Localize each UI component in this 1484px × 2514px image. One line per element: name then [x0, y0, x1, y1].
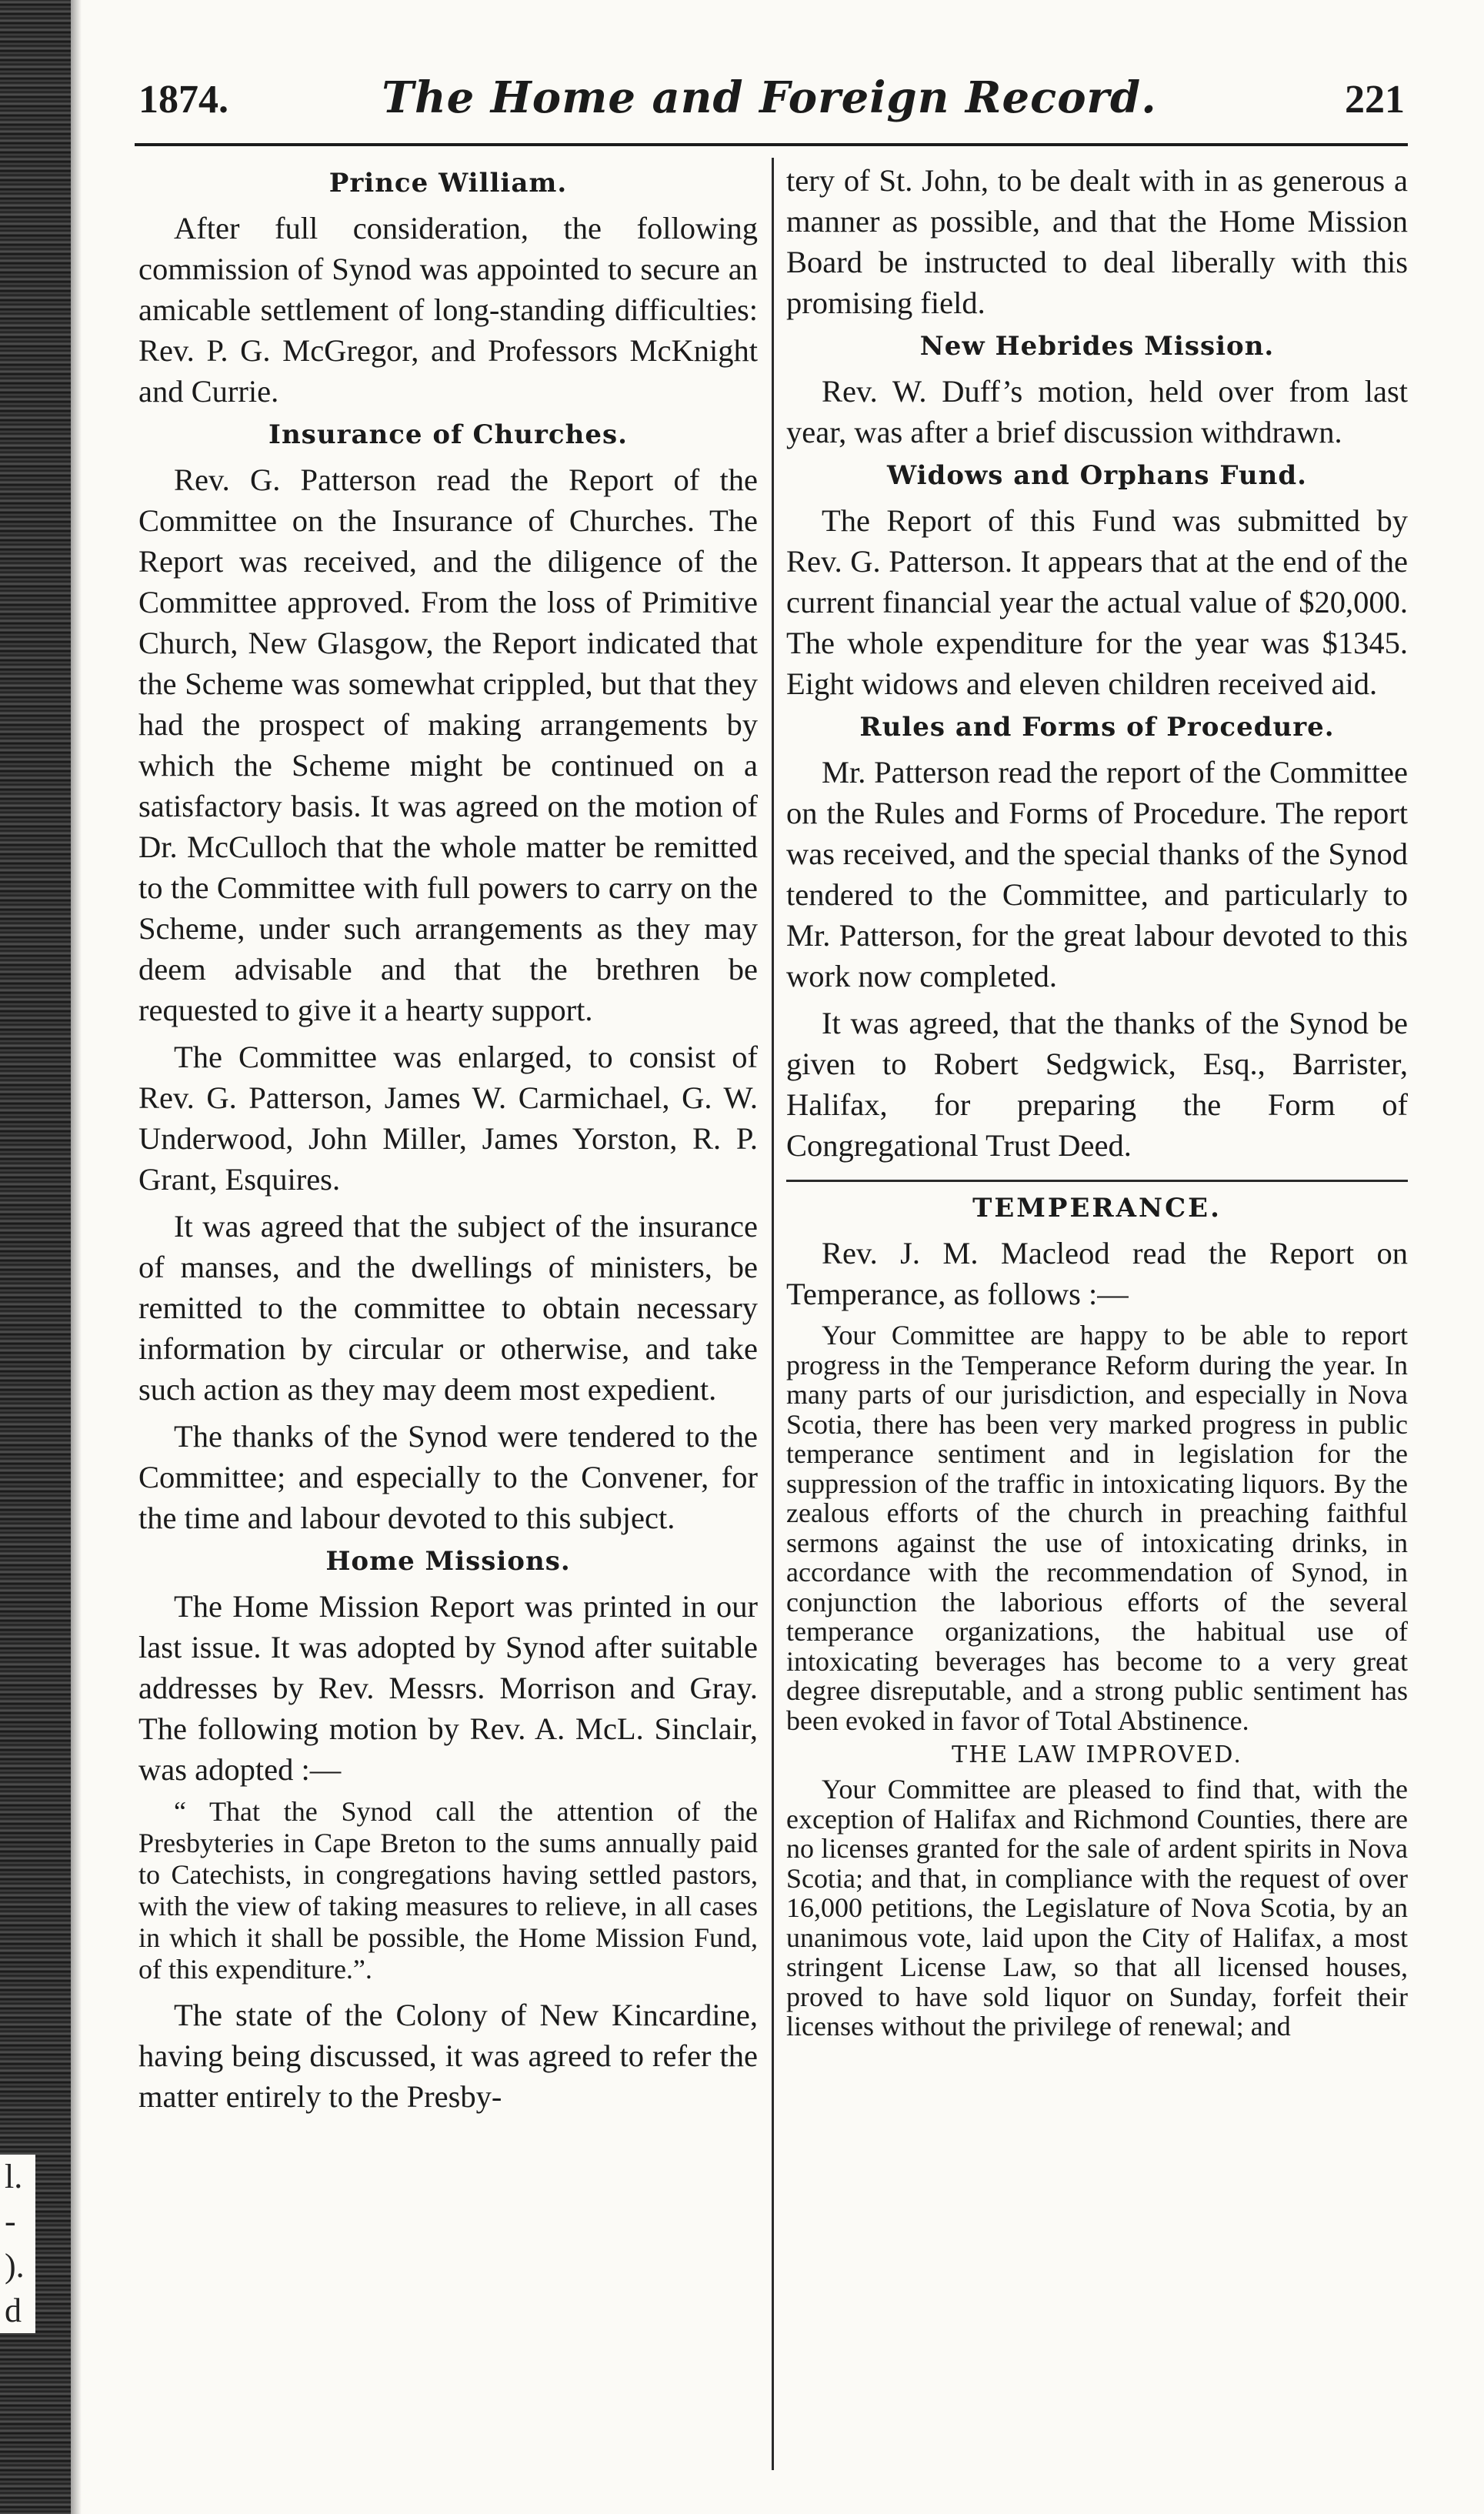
- paragraph: The Home Mission Report was printed in our last issue. It was adopted by Synod after suitable addresses by Rev. Messrs. Morrison and Gray. The following motion by Rev. A. McL. Sinclair, was adopted :—: [138, 1589, 758, 1787]
- section-heading-home-missions: Home Missions.: [325, 1546, 571, 1577]
- page-edge-fragments: [0, 2155, 35, 2333]
- edge-mark: d: [5, 2292, 22, 2329]
- edge-mark: -: [5, 2202, 16, 2240]
- paragraph: Rev. W. Duff’s motion, held over from last year, was after a brief discussion withdrawn.: [786, 374, 1408, 449]
- header-rule: [135, 143, 1408, 146]
- paragraph: Rev. G. Patterson read the Report of the Committee on the Insurance of Churches. The Report was received, and the diligence of the Committee approved. From the loss of Primitive Church, New Glasgow, the Report indicated that the Scheme was somewhat crippled, but that they had the prospect of making arrangements by which the Scheme might be continued on a satisfactory basis. It was agreed on the motion of Dr. McCulloch that the whole matter be remitted to the Committee with full powers to carry on the Scheme, under such arrangements as they may deem advisable and that the brethren be requested to give it a hearty support.: [138, 462, 758, 1027]
- paragraph: After full consideration, the following commission of Synod was appointed to secure an amicable settlement of long-standing difficulties: Rev. P. G. McGregor, and Professors McKnight and Currie.: [138, 211, 758, 409]
- section-heading-prince-william: Prince William.: [328, 168, 568, 199]
- section-heading-rules-forms: Rules and Forms of Procedure.: [859, 712, 1335, 743]
- page-number: 221: [1345, 78, 1405, 122]
- subheading-law-improved: THE LAW IMPROVED.: [952, 1741, 1242, 1768]
- paragraph: Mr. Patterson read the report of the Committee on the Rules and Forms of Procedure. The report was received, and the special thanks of the Synod tendered to the Committee, and particularly to Mr. Patterson, for the great labour devoted to this work now completed.: [786, 755, 1408, 993]
- report-paragraph: Your Committee are happy to be able to report progress in the Temperance Reform during the year. In many parts of our jurisdiction, and especially in Nova Scotia, there has been very marked progress in public temperance sentiment and in legislation for the suppression of the traffic in intoxicating liquors. By the zealous efforts of the church in preaching faithful sermons against the use of intoxicating drinks, in accordance with the recommendation of Synod, in conjunction the laborious efforts of the several temperance organizations, the habitual use of intoxicating beverages has become to a very great degree disreputable, and a strong public sentiment has been evoked in favor of Total Abstinence.: [786, 1320, 1408, 1736]
- edge-mark: l.: [5, 2158, 23, 2195]
- section-heading-new-hebrides: New Hebrides Mission.: [919, 331, 1275, 362]
- book-spine-shadow: [0, 0, 71, 2514]
- paragraph: The Committee was enlarged, to consist of Rev. G. Patterson, James W. Carmichael, G. W. Underwood, John Miller, James Yorston, R. P. Grant, Esquires.: [138, 1040, 758, 1197]
- edge-mark: ).: [5, 2247, 25, 2285]
- paragraph: It was agreed, that the thanks of the Synod be given to Robert Sedgwick, Esq., Barrister, Halifax, for preparing the Form of Congregational Trust Deed.: [786, 1006, 1408, 1163]
- left-column: [138, 160, 758, 2123]
- section-divider: [786, 1180, 1408, 1182]
- motion-quote: “ That the Synod call the attention of the Presbyteries in Cape Breton to the sums annually paid to Catechists, in congregations having settled pastors, with the view of taking measures to relieve, in all cases in which it shall be possible, the Home Mission Fund, of this expenditure.”.: [138, 1796, 758, 1985]
- running-head: [131, 69, 1408, 139]
- paragraph: It was agreed that the subject of the insurance of manses, and the dwellings of ministers, be remitted to the committee to obtain necessary information by circular or otherwise, and take such action as they may deem most expedient.: [138, 1209, 758, 1407]
- paragraph: Rev. J. M. Macleod read the Report on Temperance, as follows :—: [786, 1236, 1408, 1311]
- paragraph: The state of the Colony of New Kincardine, having being discussed, it was agreed to refer the matter entirely to the Presby-: [138, 1998, 758, 2114]
- header-title: The Home and Foreign Record.: [382, 72, 1157, 123]
- section-heading-insurance: Insurance of Churches.: [268, 419, 628, 450]
- paragraph-continued: tery of St. John, to be dealt with in as generous a manner as possible, and that the Home Mission Board be instructed to deal liberally with this promising field.: [786, 163, 1408, 320]
- right-column: [786, 160, 1408, 2048]
- header-year: 1874.: [138, 78, 228, 122]
- paragraph: The thanks of the Synod were tendered to the Committee; and especially to the Convener, for the time and labour devoted to this subject.: [138, 1419, 758, 1535]
- section-heading-widows-orphans: Widows and Orphans Fund.: [887, 460, 1307, 491]
- section-heading-temperance: TEMPERANCE.: [972, 1193, 1222, 1224]
- paragraph: The Report of this Fund was submitted by Rev. G. Patterson. It appears that at the end of the current financial year the actual value of $20,000. The whole expenditure for the year was $1345. Eight widows and eleven children received aid.: [786, 503, 1408, 701]
- report-paragraph: Your Committee are pleased to find that, with the exception of Halifax and Richmond Counties, there are no licenses granted for the sale of ardent spirits in Nova Scotia; and that, in compliance with the request of over 16,000 petitions, the Legislature of Nova Scotia, by an unanimous vote, laid upon the City of Halifax, a most stringent License Law, so that all licensed houses, proved to have sold liquor on Sunday, forfeit their licenses without the privilege of renewal; and: [786, 1774, 1408, 2042]
- column-rule: [772, 158, 774, 2470]
